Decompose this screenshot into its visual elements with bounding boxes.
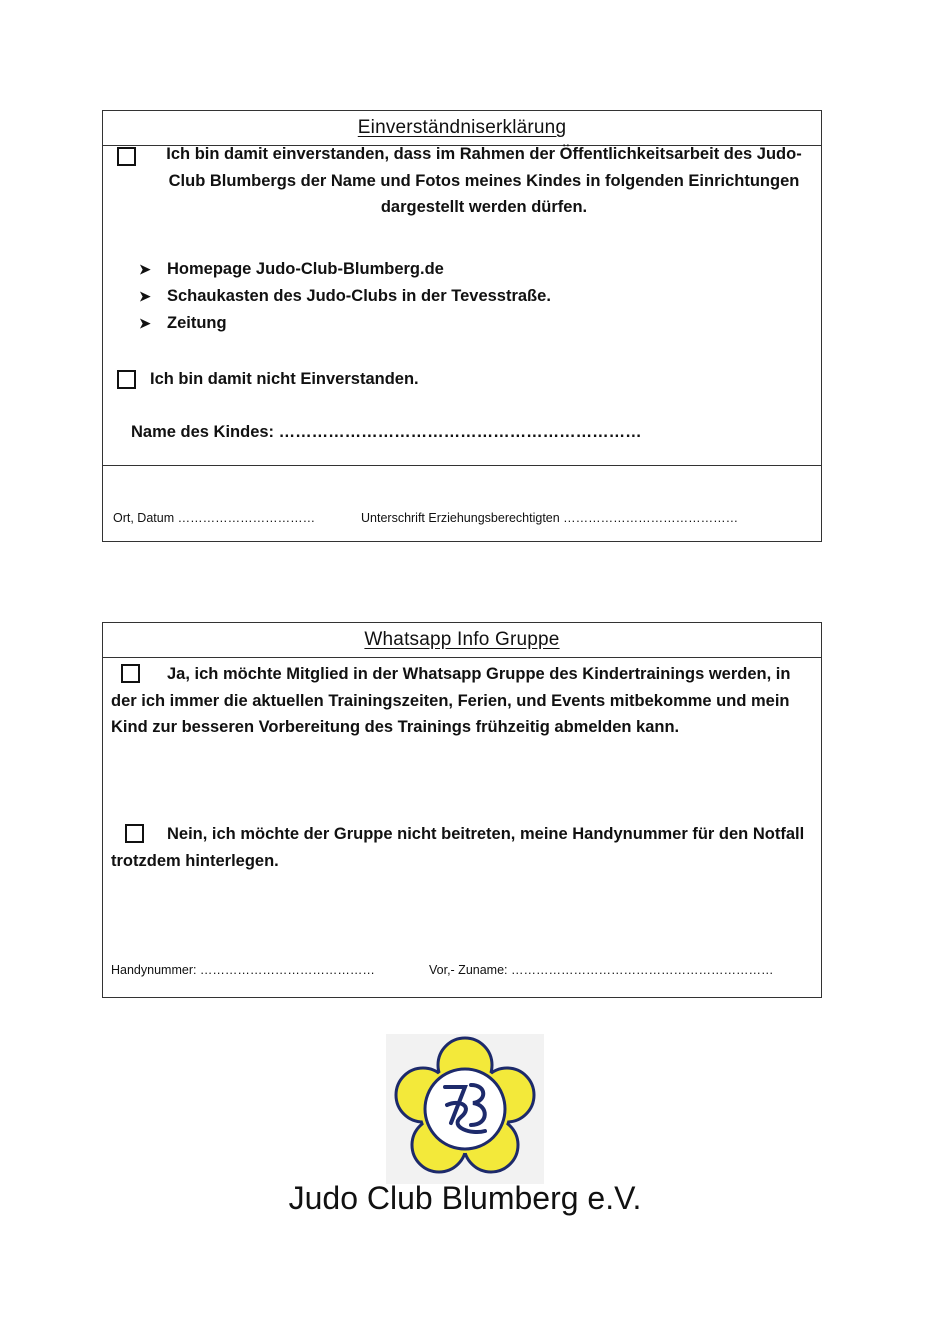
list-item-label: Schaukasten des Judo-Clubs in der Tevesstraße. bbox=[167, 287, 551, 306]
arrow-bullet-icon: ➤ bbox=[139, 261, 151, 278]
list-item-label: Zeitung bbox=[167, 314, 227, 333]
decline-checkbox[interactable] bbox=[117, 370, 136, 389]
list-item bbox=[139, 256, 551, 283]
arrow-bullet-icon: ➤ bbox=[139, 288, 151, 305]
join-option-row bbox=[111, 661, 811, 741]
leave-option-text: Nein, ich möchte der Gruppe nicht beitreten, meine Handynummer für den Notfall trotzdem hinterlegen. bbox=[111, 825, 805, 870]
list-item bbox=[139, 310, 551, 337]
club-name: Judo Club Blumberg e.V. bbox=[288, 1180, 642, 1216]
leave-option-row bbox=[111, 821, 811, 874]
publication-channel-list bbox=[139, 256, 551, 337]
arrow-bullet-icon: ➤ bbox=[139, 315, 151, 332]
leave-checkbox[interactable] bbox=[125, 824, 144, 843]
list-item bbox=[139, 283, 551, 310]
consent-checkbox[interactable] bbox=[117, 147, 136, 166]
list-item-label: Homepage Judo-Club-Blumberg.de bbox=[167, 260, 444, 279]
club-logo bbox=[386, 1034, 544, 1184]
consent-form-box bbox=[102, 110, 822, 542]
decline-option-text: Ich bin damit nicht Einverstanden. bbox=[150, 370, 419, 388]
consent-option-text: Ich bin damit einverstanden, dass im Rahmen der Öffentlichkeitsarbeit des Judo-Club Blumbergs der Name und Fotos meines Kindes in folgenden Einrichtungen dargestellt werden dürfen. bbox=[166, 145, 802, 216]
consent-form-title: Einverständniserklärung bbox=[357, 117, 567, 138]
whatsapp-group-box bbox=[102, 622, 822, 998]
phone-number-field[interactable]: Handynummer: …………………………………… bbox=[111, 963, 375, 977]
signature-section bbox=[103, 465, 821, 541]
decline-option-row bbox=[117, 366, 419, 393]
place-date-field[interactable]: Ort, Datum …………………………… bbox=[113, 511, 316, 525]
join-checkbox[interactable] bbox=[121, 664, 140, 683]
consent-option-row bbox=[117, 141, 817, 221]
whatsapp-group-title: Whatsapp Info Gruppe bbox=[364, 629, 560, 650]
guardian-signature-field[interactable]: Unterschrift Erziehungsberechtigten …………………………………… bbox=[361, 511, 739, 525]
full-name-field[interactable]: Vor,- Zuname: ……………………………………………………… bbox=[429, 963, 774, 977]
join-option-text: Ja, ich möchte Mitglied in der Whatsapp Gruppe des Kindertrainings werden, in der ich immer die aktuellen Trainingszeiten, Ferien, und Events mitbekomme und mein Kind zur besseren Vorbereitung des Trainings frühzeitig abmelden kann. bbox=[111, 665, 791, 736]
whatsapp-group-header bbox=[103, 623, 821, 658]
child-name-field[interactable]: Name des Kindes: ………………………………………………………… bbox=[131, 423, 642, 441]
